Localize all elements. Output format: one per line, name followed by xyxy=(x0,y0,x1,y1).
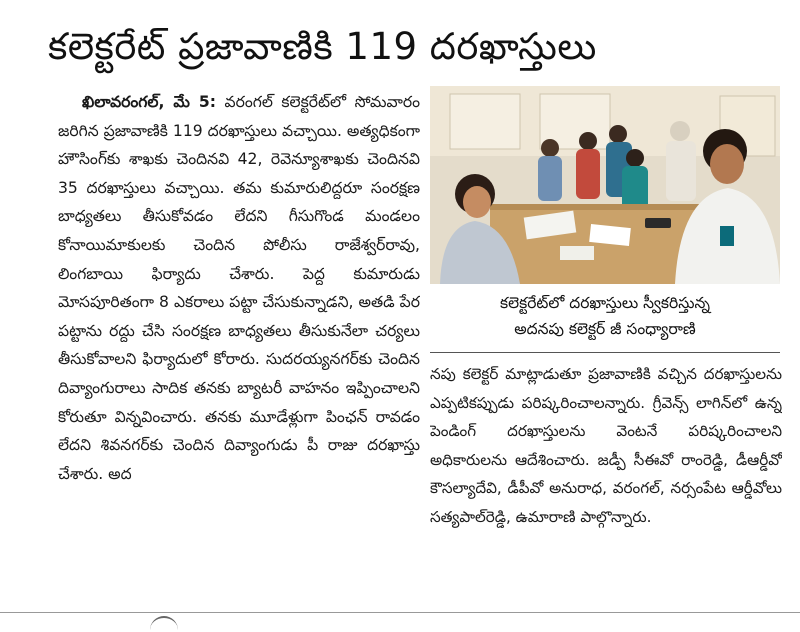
article-body-left-text: వరంగల్ కలెక్టరేట్‌లో సోమవారం జరిగిన ప్రజావాణికి 119 దరఖాస్తులు వచ్చాయి. అత్యధికంగా హౌసింగ్‌కు శాఖకు చెందినవి 42, రెవెన్యూశాఖకు చెందినవి 35 దరఖాస్తులు వచ్చాయి. తమ కుమారులిద్దరూ సంరక్షణ బాధ్యతలు తీసుకోవడం లేదని గీసుగొండ మండలం కోనాయిమాకులకు చెందిన పోలీసు రాజేశ్వర్‌రావు, లింగబాయి ఫిర్యాదు చేశారు. పెద్ద కుమారుడు మోసపూరితంగా 8 ఎకరాలు పట్టా చేసుకున్నాడని, అతడి పేర పట్టాను రద్దు చేసి సంరక్షణ బాధ్యతలు తీసుకునేలా చర్యలు తీసుకోవాలని ఫిర్యాదులో కోరారు. సుదరయ్యనగర్‌కు చెందిన దివ్యాంగురాలు సాదిక తనకు బ్యాటరీ వాహనం ఇప్పించాలని కోరుతూ విన్నవించారు. తనకు మూడేళ్లుగా పింఛన్ రావడం లేదని శివనగర్‌కు చెందిన దివ్యాంగుడు పీ రాజు దరఖాస్తు చేశారు. అద xyxy=(58,93,420,483)
page-arc-mark xyxy=(150,616,178,632)
article-paragraph-left xyxy=(58,88,420,488)
page-bottom-rule xyxy=(0,612,800,613)
article-dateline: ఖిలావరంగల్, మే 5: xyxy=(82,93,216,111)
caption-divider xyxy=(430,352,780,353)
article-body-right-column xyxy=(430,360,782,610)
photo-caption xyxy=(430,290,780,350)
photo-caption-line-2: అదనపు కలెక్టర్ జీ సంధ్యారాణి xyxy=(514,320,696,338)
photo-caption-line-1: కలెక్టరేట్‌లో దరఖాస్తులు స్వీకరిస్తున్న xyxy=(500,294,710,312)
article-headline: కలెక్టరేట్ ప్రజావాణికి 119 దరఖాస్తులు xyxy=(48,25,597,68)
article-photo xyxy=(430,86,780,284)
article-body-left-column xyxy=(58,88,420,608)
photo-illustration xyxy=(430,86,780,284)
article-body-right-text: నపు కలెక్టర్ మాట్లాడుతూ ప్రజావాణికి వచ్చిన దరఖాస్తులను ఎప్పటికప్పుడు పరిష్కరించాలన్నారు. గ్రీవెన్స్ లాగిన్‌లో ఉన్న పెండింగ్ దరఖాస్తులను వెంటనే పరిష్కరించాలని అధికారులను ఆదేశించారు. జడ్పీ సీఈవో రాంరెడ్డి, డీఆర్డీవో కౌసల్యాదేవి, డీపీవో అనురాధ, వరంగల్, నర్సంపేట ఆర్డీవోలు సత్యపాల్‌రెడ్డి, ఉమారాణి పాల్గొన్నారు. xyxy=(430,365,782,526)
